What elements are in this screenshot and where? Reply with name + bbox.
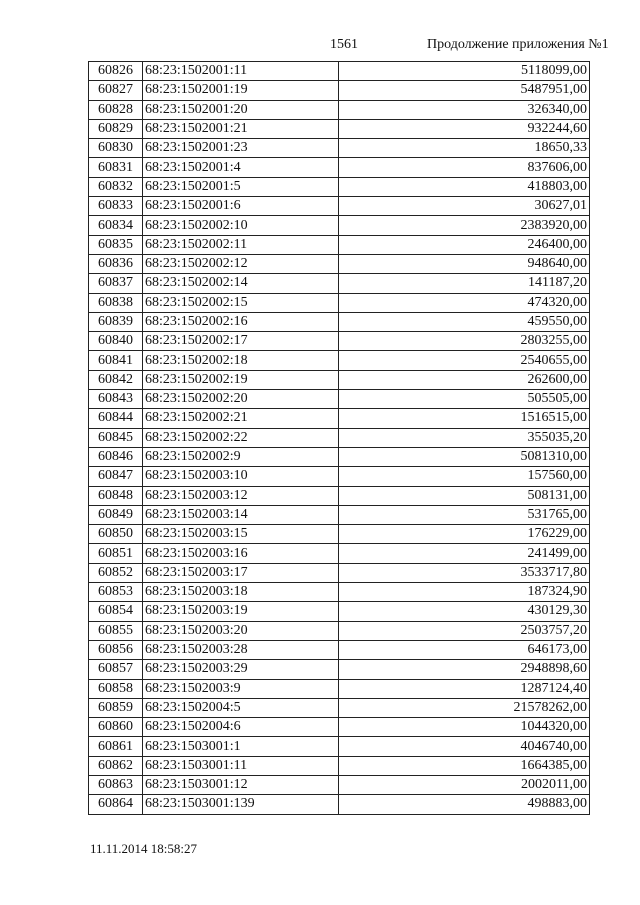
table-row xyxy=(89,428,590,447)
cadastral-number-cell: 68:23:1502002:14 xyxy=(143,274,339,293)
value-cell: 176229,00 xyxy=(339,525,590,544)
cadastral-number-cell: 68:23:1502002:19 xyxy=(143,370,339,389)
row-number-cell: 60853 xyxy=(89,583,143,602)
value-cell: 646173,00 xyxy=(339,640,590,659)
table-row xyxy=(89,660,590,679)
row-number-cell: 60841 xyxy=(89,351,143,370)
value-cell: 5118099,00 xyxy=(339,62,590,81)
cadastral-number-cell: 68:23:1502003:20 xyxy=(143,621,339,640)
row-number-cell: 60847 xyxy=(89,467,143,486)
cadastral-number-cell: 68:23:1502002:18 xyxy=(143,351,339,370)
cadastral-number-cell: 68:23:1502003:17 xyxy=(143,563,339,582)
row-number-cell: 60846 xyxy=(89,447,143,466)
value-cell: 531765,00 xyxy=(339,505,590,524)
row-number-cell: 60828 xyxy=(89,100,143,119)
row-number-cell: 60854 xyxy=(89,602,143,621)
row-number-cell: 60850 xyxy=(89,525,143,544)
table-row xyxy=(89,467,590,486)
value-cell: 932244,60 xyxy=(339,119,590,138)
value-cell: 157560,00 xyxy=(339,467,590,486)
table-row xyxy=(89,216,590,235)
value-cell: 4046740,00 xyxy=(339,737,590,756)
table-row xyxy=(89,235,590,254)
value-cell: 508131,00 xyxy=(339,486,590,505)
cadastral-number-cell: 68:23:1502001:20 xyxy=(143,100,339,119)
page-number: 1561 xyxy=(330,37,358,52)
table-row xyxy=(89,312,590,331)
value-cell: 505505,00 xyxy=(339,390,590,409)
row-number-cell: 60852 xyxy=(89,563,143,582)
value-cell: 2540655,00 xyxy=(339,351,590,370)
row-number-cell: 60859 xyxy=(89,698,143,717)
value-cell: 21578262,00 xyxy=(339,698,590,717)
value-cell: 2948898,60 xyxy=(339,660,590,679)
table-row xyxy=(89,158,590,177)
value-cell: 30627,01 xyxy=(339,197,590,216)
value-cell: 948640,00 xyxy=(339,254,590,273)
value-cell: 2503757,20 xyxy=(339,621,590,640)
row-number-cell: 60826 xyxy=(89,62,143,81)
row-number-cell: 60831 xyxy=(89,158,143,177)
cadastral-number-cell: 68:23:1502002:10 xyxy=(143,216,339,235)
cadastral-number-cell: 68:23:1503001:139 xyxy=(143,795,339,814)
cadastral-value-table xyxy=(88,61,590,815)
table-row xyxy=(89,544,590,563)
cadastral-number-cell: 68:23:1502003:19 xyxy=(143,602,339,621)
row-number-cell: 60838 xyxy=(89,293,143,312)
table-row xyxy=(89,486,590,505)
cadastral-number-cell: 68:23:1502001:19 xyxy=(143,81,339,100)
table-row xyxy=(89,698,590,717)
table-row xyxy=(89,332,590,351)
table-row xyxy=(89,177,590,196)
row-number-cell: 60848 xyxy=(89,486,143,505)
table-row xyxy=(89,718,590,737)
row-number-cell: 60844 xyxy=(89,409,143,428)
cadastral-number-cell: 68:23:1502001:4 xyxy=(143,158,339,177)
table-row xyxy=(89,119,590,138)
row-number-cell: 60833 xyxy=(89,197,143,216)
value-cell: 241499,00 xyxy=(339,544,590,563)
row-number-cell: 60857 xyxy=(89,660,143,679)
row-number-cell: 60840 xyxy=(89,332,143,351)
value-cell: 474320,00 xyxy=(339,293,590,312)
cadastral-number-cell: 68:23:1502002:15 xyxy=(143,293,339,312)
row-number-cell: 60832 xyxy=(89,177,143,196)
row-number-cell: 60843 xyxy=(89,390,143,409)
cadastral-number-cell: 68:23:1502002:20 xyxy=(143,390,339,409)
table-row xyxy=(89,640,590,659)
cadastral-number-cell: 68:23:1502003:9 xyxy=(143,679,339,698)
cadastral-number-cell: 68:23:1502001:11 xyxy=(143,62,339,81)
value-cell: 5081310,00 xyxy=(339,447,590,466)
value-cell: 187324,90 xyxy=(339,583,590,602)
row-number-cell: 60861 xyxy=(89,737,143,756)
cadastral-number-cell: 68:23:1502003:29 xyxy=(143,660,339,679)
cadastral-number-cell: 68:23:1503001:1 xyxy=(143,737,339,756)
value-cell: 262600,00 xyxy=(339,370,590,389)
table-row xyxy=(89,139,590,158)
cadastral-number-cell: 68:23:1502001:6 xyxy=(143,197,339,216)
cadastral-number-cell: 68:23:1502001:21 xyxy=(143,119,339,138)
cadastral-number-cell: 68:23:1502003:28 xyxy=(143,640,339,659)
value-cell: 2803255,00 xyxy=(339,332,590,351)
cadastral-number-cell: 68:23:1503001:11 xyxy=(143,756,339,775)
table-row xyxy=(89,62,590,81)
row-number-cell: 60835 xyxy=(89,235,143,254)
value-cell: 5487951,00 xyxy=(339,81,590,100)
row-number-cell: 60856 xyxy=(89,640,143,659)
cadastral-number-cell: 68:23:1502002:12 xyxy=(143,254,339,273)
table-row xyxy=(89,737,590,756)
value-cell: 1044320,00 xyxy=(339,718,590,737)
cadastral-number-cell: 68:23:1502001:23 xyxy=(143,139,339,158)
row-number-cell: 60855 xyxy=(89,621,143,640)
value-cell: 418803,00 xyxy=(339,177,590,196)
value-cell: 459550,00 xyxy=(339,312,590,331)
row-number-cell: 60830 xyxy=(89,139,143,158)
cadastral-number-cell: 68:23:1502003:15 xyxy=(143,525,339,544)
cadastral-number-cell: 68:23:1502003:16 xyxy=(143,544,339,563)
row-number-cell: 60849 xyxy=(89,505,143,524)
row-number-cell: 60839 xyxy=(89,312,143,331)
table-row xyxy=(89,775,590,794)
table-row xyxy=(89,100,590,119)
table-row xyxy=(89,795,590,814)
table-row xyxy=(89,505,590,524)
cadastral-number-cell: 68:23:1502003:14 xyxy=(143,505,339,524)
value-cell: 430129,30 xyxy=(339,602,590,621)
table-body xyxy=(89,62,590,815)
value-cell: 2383920,00 xyxy=(339,216,590,235)
value-cell: 2002011,00 xyxy=(339,775,590,794)
row-number-cell: 60834 xyxy=(89,216,143,235)
row-number-cell: 60851 xyxy=(89,544,143,563)
table-row xyxy=(89,351,590,370)
row-number-cell: 60862 xyxy=(89,756,143,775)
row-number-cell: 60845 xyxy=(89,428,143,447)
table-row xyxy=(89,756,590,775)
value-cell: 1287124,40 xyxy=(339,679,590,698)
row-number-cell: 60829 xyxy=(89,119,143,138)
row-number-cell: 60864 xyxy=(89,795,143,814)
table-row xyxy=(89,679,590,698)
table-row xyxy=(89,583,590,602)
cadastral-number-cell: 68:23:1502002:22 xyxy=(143,428,339,447)
value-cell: 326340,00 xyxy=(339,100,590,119)
row-number-cell: 60858 xyxy=(89,679,143,698)
cadastral-number-cell: 68:23:1502002:21 xyxy=(143,409,339,428)
value-cell: 355035,20 xyxy=(339,428,590,447)
value-cell: 3533717,80 xyxy=(339,563,590,582)
value-cell: 1516515,00 xyxy=(339,409,590,428)
continuation-heading: Продолжение приложения №1 xyxy=(427,37,609,52)
table-row xyxy=(89,274,590,293)
value-cell: 18650,33 xyxy=(339,139,590,158)
table-row xyxy=(89,197,590,216)
value-cell: 141187,20 xyxy=(339,274,590,293)
table-row xyxy=(89,390,590,409)
table-row xyxy=(89,409,590,428)
table-row xyxy=(89,370,590,389)
table-row xyxy=(89,254,590,273)
cadastral-number-cell: 68:23:1503001:12 xyxy=(143,775,339,794)
row-number-cell: 60837 xyxy=(89,274,143,293)
cadastral-number-cell: 68:23:1502002:11 xyxy=(143,235,339,254)
cadastral-number-cell: 68:23:1502002:9 xyxy=(143,447,339,466)
cadastral-number-cell: 68:23:1502004:6 xyxy=(143,718,339,737)
table-row xyxy=(89,81,590,100)
table-row xyxy=(89,447,590,466)
cadastral-number-cell: 68:23:1502004:5 xyxy=(143,698,339,717)
cadastral-number-cell: 68:23:1502003:12 xyxy=(143,486,339,505)
print-timestamp: 11.11.2014 18:58:27 xyxy=(90,841,198,856)
value-cell: 837606,00 xyxy=(339,158,590,177)
row-number-cell: 60842 xyxy=(89,370,143,389)
value-cell: 246400,00 xyxy=(339,235,590,254)
table-row xyxy=(89,525,590,544)
cadastral-number-cell: 68:23:1502003:10 xyxy=(143,467,339,486)
row-number-cell: 60863 xyxy=(89,775,143,794)
value-cell: 1664385,00 xyxy=(339,756,590,775)
cadastral-number-cell: 68:23:1502002:17 xyxy=(143,332,339,351)
value-cell: 498883,00 xyxy=(339,795,590,814)
cadastral-number-cell: 68:23:1502001:5 xyxy=(143,177,339,196)
table-row xyxy=(89,621,590,640)
row-number-cell: 60836 xyxy=(89,254,143,273)
cadastral-number-cell: 68:23:1502002:16 xyxy=(143,312,339,331)
cadastral-number-cell: 68:23:1502003:18 xyxy=(143,583,339,602)
row-number-cell: 60860 xyxy=(89,718,143,737)
table-row xyxy=(89,293,590,312)
table-row xyxy=(89,563,590,582)
table-row xyxy=(89,602,590,621)
row-number-cell: 60827 xyxy=(89,81,143,100)
